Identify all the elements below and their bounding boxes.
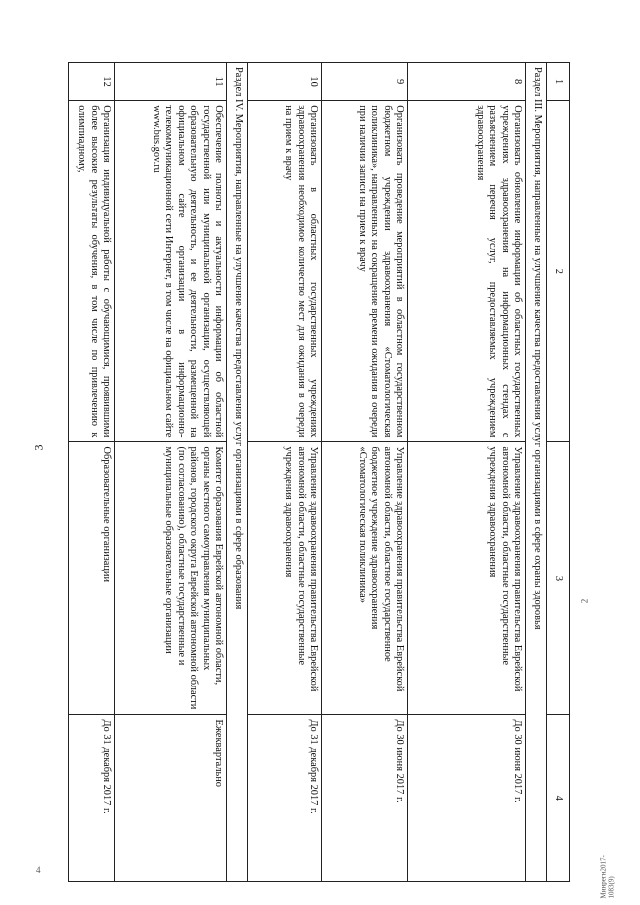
- row-number: 11: [115, 63, 227, 101]
- row-measure: Организовать обновление информации об областных государственных учреждениях здравоохранения на информационных стендах с разъяснением перечня услуг, предоставляемых учреждением здравоохранения: [408, 101, 526, 442]
- row-responsible: Образовательные организации: [69, 442, 115, 715]
- table-row: [408, 63, 526, 882]
- row-number: 12: [69, 63, 115, 101]
- header-row: [547, 63, 570, 882]
- footer-code: Минрегн2017-1083(9): [599, 855, 616, 899]
- margin-mark-right: 2: [579, 598, 590, 604]
- row-deadline: До 30 июня 2017 г.: [322, 715, 408, 882]
- measures-table: [68, 62, 570, 882]
- header-col-1: 1: [547, 63, 570, 101]
- row-responsible: Комитет образования Еврейской автономной области, органы местного самоуправления муниципальных районов, городского округа Еврейской автономной области (по согласованию), областные государственные и муниципальные образовательные организации: [115, 442, 227, 715]
- row-deadline: До 31 декабря 2017 г.: [248, 715, 322, 882]
- row-responsible: Управление здравоохранения правительства Еврейской автономной области, областные государственные учреждения здравоохранения: [248, 442, 322, 715]
- margin-mark-left: 4: [36, 865, 41, 875]
- table-row: [115, 63, 227, 882]
- section-4-title: Раздел IV. Мероприятия, направленные на улучшение качества предоставления услуг организациями в сфере образования: [227, 63, 248, 882]
- header-col-2: 2: [547, 101, 570, 442]
- section-row: [227, 63, 248, 882]
- row-measure: Организация индивидуальной работы с обучающимися, проявившими более высокие результаты обучения, в том числе по привлечению к олимпиадному,: [69, 101, 115, 442]
- row-number: 9: [322, 63, 408, 101]
- section-3-title: Раздел III. Мероприятия, направленные на улучшение качества предоставления услуг организациями в сфере охраны здоровья: [526, 63, 547, 882]
- row-deadline: До 30 июня 2017 г.: [408, 715, 526, 882]
- table-row: [69, 63, 115, 882]
- row-measure: Обеспечение полноты и актуальности информации об областной государственной или муниципальной организации, осуществляющей образовательную деятельность, и ее деятельности, размещенной на официальном сайте организации в информационно-телекоммуникационной сети Интернет, в том числе на официальном сайте www.bus.gov.ru: [115, 101, 227, 442]
- row-responsible: Управление здравоохранения правительства Еврейской автономной области, областное государственное бюджетное учреждение здравоохранения «Стоматологическая поликлиника»: [322, 442, 408, 715]
- row-deadline: До 31 декабря 2017 г.: [69, 715, 115, 882]
- page-number: 3: [31, 444, 46, 451]
- header-col-3: 3: [547, 442, 570, 715]
- row-measure: Организовать в областных государственных учреждениях здравоохранения необходимое количество мест для ожидания в очереди на прием к врачу: [248, 101, 322, 442]
- table-row: [248, 63, 322, 882]
- row-deadline: Ежеквартально: [115, 715, 227, 882]
- rotated-table-sheet: [76, 62, 570, 882]
- row-measure: Организовать проведение мероприятий в областном государственном бюджетном учреждении здравоохранения «Стоматологическая поликлиника», направленных на сокращение времени ожидания в очереди при наличии записи на прием к врачу: [322, 101, 408, 442]
- row-responsible: Управление здравоохранения правительства Еврейской автономной области, областные государственные учреждения здравоохранения: [408, 442, 526, 715]
- row-number: 10: [248, 63, 322, 101]
- row-number: 8: [408, 63, 526, 101]
- table-row: [322, 63, 408, 882]
- section-row: [526, 63, 547, 882]
- header-col-4: 4: [547, 715, 570, 882]
